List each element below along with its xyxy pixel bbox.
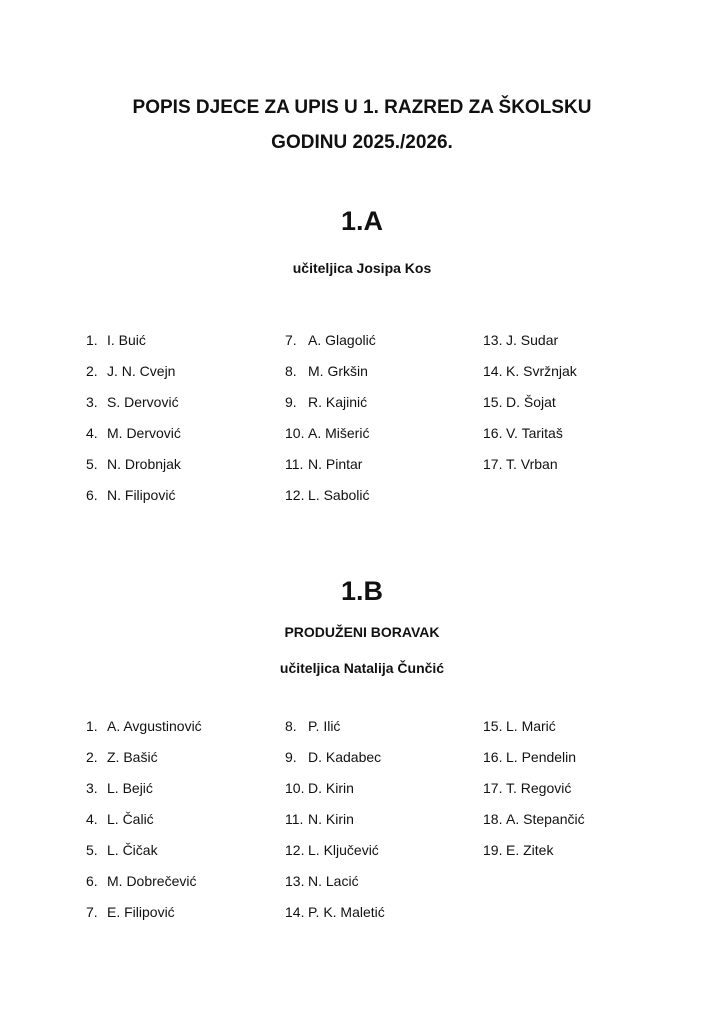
student-name: L. Čičak: [107, 842, 158, 858]
list-item: [285, 393, 368, 424]
student-number: 12.: [285, 487, 305, 503]
student-name: R. Kajinić: [308, 394, 368, 410]
student-number: 5.: [86, 456, 98, 472]
class-a-column-1: [86, 331, 181, 517]
student-number: 13.: [285, 873, 305, 889]
student-name: Z. Bašić: [107, 749, 158, 765]
student-name: J. N. Cvejn: [107, 363, 176, 379]
list-item: [483, 331, 559, 362]
class-a-column-2: [285, 331, 376, 517]
class-b-column-2: [285, 717, 385, 934]
student-name: V. Taritaš: [506, 425, 563, 441]
list-item: [285, 362, 368, 393]
class-a-column-3: [483, 331, 577, 486]
student-number: 8.: [285, 718, 297, 734]
student-name: N. Filipović: [107, 487, 176, 503]
list-item: [483, 779, 572, 810]
student-number: 14.: [285, 904, 305, 920]
list-item: [86, 872, 197, 903]
list-item: [86, 779, 153, 810]
student-name: N. Drobnjak: [107, 456, 181, 472]
list-item: [483, 455, 558, 486]
list-item: [86, 455, 181, 486]
document-title-line-2: GODINU 2025./2026.: [271, 132, 453, 153]
student-name: N. Kirin: [308, 811, 354, 827]
student-number: 6.: [86, 487, 98, 503]
list-item: [483, 393, 556, 424]
list-item: [285, 455, 363, 486]
student-name: D. Kadabec: [308, 749, 382, 765]
list-item: [483, 424, 563, 455]
student-name: T. Vrban: [506, 456, 558, 472]
student-name: D. Kirin: [308, 780, 354, 796]
student-number: 2.: [86, 749, 98, 765]
list-item: [86, 717, 202, 748]
student-number: 1.: [86, 718, 98, 734]
student-name: M. Grkšin: [308, 363, 368, 379]
student-number: 12.: [285, 842, 305, 858]
student-name: N. Pintar: [308, 456, 363, 472]
student-name: P. K. Maletić: [308, 904, 385, 920]
class-a-heading: 1.A: [340, 206, 384, 236]
list-item: [86, 424, 181, 455]
student-name: T. Regović: [506, 780, 572, 796]
student-name: S. Dervović: [107, 394, 179, 410]
student-name: A. Stepančić: [506, 811, 585, 827]
student-number: 11.: [285, 456, 304, 472]
student-name: N. Lacić: [308, 873, 359, 889]
student-number: 10.: [285, 425, 305, 441]
list-item: [483, 717, 556, 748]
student-number: 9.: [285, 394, 297, 410]
list-item: [285, 779, 354, 810]
student-name: K. Svržnjak: [506, 363, 577, 379]
student-number: 8.: [285, 363, 297, 379]
list-item: [86, 748, 158, 779]
student-number: 16.: [483, 749, 503, 765]
student-number: 7.: [285, 332, 297, 348]
student-number: 3.: [86, 394, 98, 410]
student-name: E. Zitek: [506, 842, 554, 858]
student-name: M. Dervović: [107, 425, 181, 441]
student-number: 11.: [285, 811, 304, 827]
student-number: 4.: [86, 425, 98, 441]
list-item: [483, 748, 577, 779]
list-item: [285, 331, 376, 362]
class-b-teacher: učiteljica Natalija Čunčić: [279, 660, 445, 676]
list-item: [483, 362, 577, 393]
student-number: 1.: [86, 332, 98, 348]
list-item: [285, 810, 354, 841]
student-name: L. Čalić: [107, 811, 154, 827]
class-b-program: PRODUŽENI BORAVAK: [284, 624, 440, 640]
list-item: [483, 841, 554, 872]
student-name: D. Šojat: [506, 394, 556, 410]
student-name: A. Glagolić: [308, 332, 376, 348]
student-name: A. Mišerić: [308, 425, 370, 441]
student-number: 5.: [86, 842, 98, 858]
student-name: L. Ključević: [308, 842, 379, 858]
student-name: J. Sudar: [506, 332, 559, 348]
list-item: [86, 331, 146, 362]
student-name: I. Buić: [107, 332, 146, 348]
list-item: [285, 424, 370, 455]
student-number: 14.: [483, 363, 503, 379]
class-b-heading: 1.B: [340, 576, 384, 606]
list-item: [86, 486, 176, 517]
list-item: [86, 362, 176, 393]
student-name: A. Avgustinović: [107, 718, 202, 734]
student-name: M. Dobrečević: [107, 873, 197, 889]
list-item: [86, 393, 179, 424]
student-number: 19.: [483, 842, 503, 858]
student-number: 10.: [285, 780, 305, 796]
student-number: 2.: [86, 363, 98, 379]
student-name: P. Ilić: [308, 718, 341, 734]
student-number: 9.: [285, 749, 297, 765]
student-name: E. Filipović: [107, 904, 175, 920]
student-name: L. Bejić: [107, 780, 153, 796]
class-b-column-1: [86, 717, 202, 934]
class-a-teacher: učiteljica Josipa Kos: [292, 260, 432, 276]
student-number: 15.: [483, 718, 503, 734]
list-item: [86, 810, 154, 841]
student-number: 6.: [86, 873, 98, 889]
list-item: [483, 810, 585, 841]
document-title-line-1: POPIS DJECE ZA UPIS U 1. RAZRED ZA ŠKOLSKU: [132, 97, 592, 118]
student-number: 3.: [86, 780, 98, 796]
list-item: [285, 486, 370, 517]
student-number: 15.: [483, 394, 503, 410]
student-number: 4.: [86, 811, 98, 827]
student-number: 17.: [483, 780, 503, 796]
student-number: 13.: [483, 332, 503, 348]
list-item: [285, 841, 379, 872]
student-number: 18.: [483, 811, 503, 827]
list-item: [285, 748, 382, 779]
list-item: [285, 872, 359, 903]
list-item: [86, 841, 158, 872]
student-number: 17.: [483, 456, 503, 472]
student-name: L. Marić: [506, 718, 556, 734]
list-item: [86, 903, 175, 934]
class-b-column-3: [483, 717, 585, 872]
student-name: L. Pendelin: [506, 749, 577, 765]
student-number: 16.: [483, 425, 503, 441]
list-item: [285, 903, 385, 934]
student-number: 7.: [86, 904, 98, 920]
list-item: [285, 717, 341, 748]
student-name: L. Sabolić: [308, 487, 370, 503]
